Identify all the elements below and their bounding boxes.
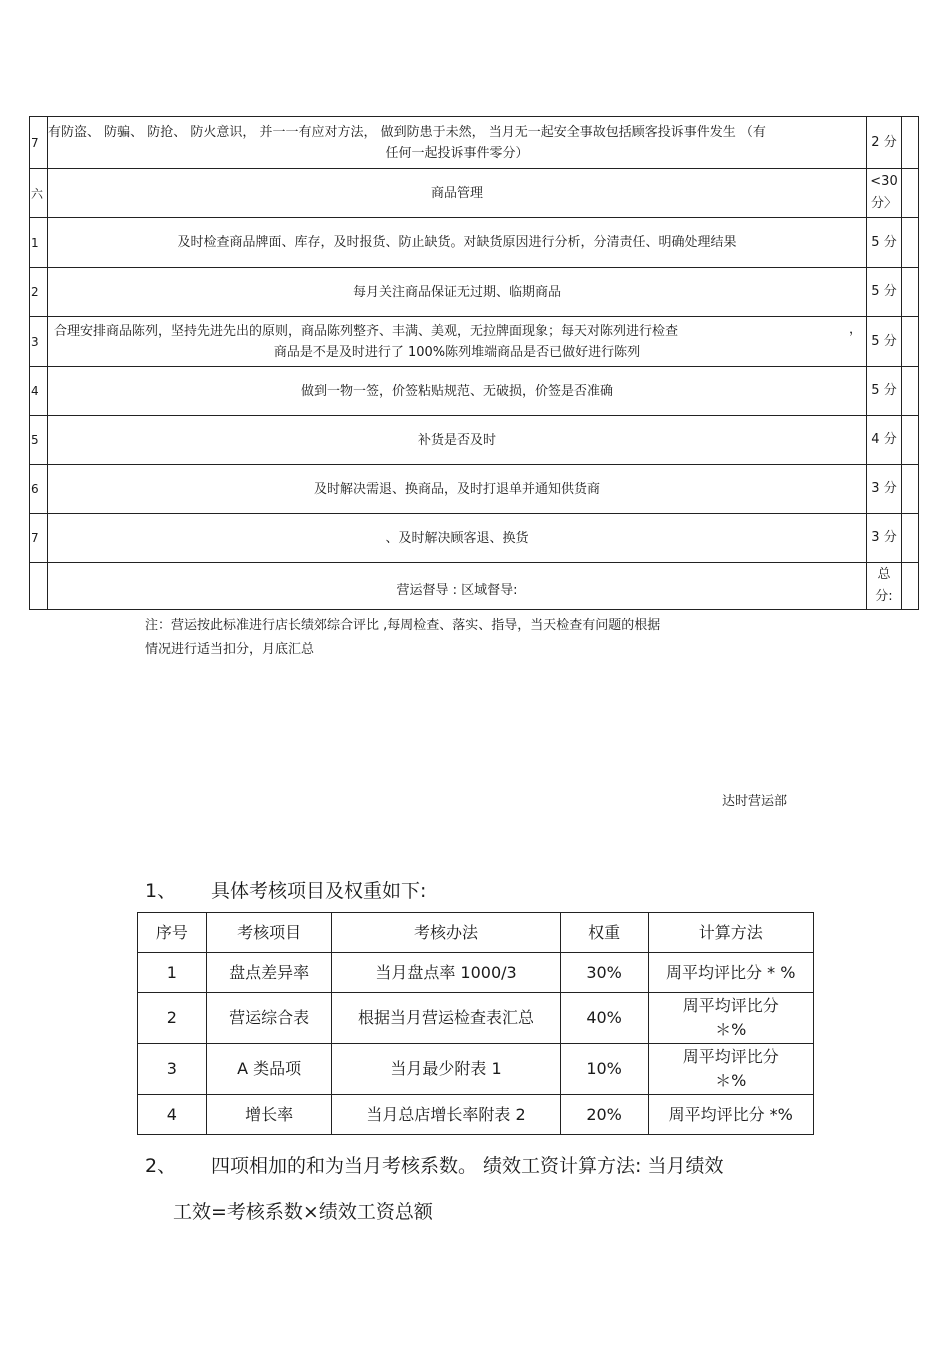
table-header-row [138, 913, 814, 953]
empty-cell [902, 514, 919, 563]
calc-line: 周平均评比分 [682, 996, 779, 1015]
note [145, 614, 660, 662]
row-content [48, 317, 867, 367]
table-row [138, 1095, 814, 1135]
section-2-number: 2、 [145, 1155, 177, 1177]
empty-cell [902, 218, 919, 268]
row-number: 7 [30, 514, 48, 563]
cell-calc [648, 993, 814, 1044]
row-number: 3 [30, 317, 48, 367]
table-row [30, 563, 919, 610]
row-number: 7 [30, 117, 48, 169]
row-score: 2 分 [867, 117, 902, 169]
section-1-title: 具体考核项目及权重如下: [211, 880, 427, 902]
table-row [30, 514, 919, 563]
calc-line: ＊% [715, 1071, 747, 1090]
table-row [30, 465, 919, 514]
row-score [867, 169, 902, 218]
row-number: 六 [30, 169, 48, 218]
calc-line: 周平均评比分 [682, 1047, 779, 1066]
row-score: 5 分 [867, 218, 902, 268]
content-line: 有防盗、 防骗、 防抢、 防火意识， 并一一有应对方法， 做到防患于未然， 当月无一起安全事故包括顾客投诉事件发生 （有 [48, 124, 766, 140]
content-comma: ， [848, 322, 862, 337]
score-line: 总 [877, 567, 891, 582]
cell-no: 2 [138, 993, 207, 1044]
row-content: 、及时解决顾客退、换货 [48, 514, 867, 563]
table-row [30, 416, 919, 465]
table-row [30, 218, 919, 268]
row-content: 及时检查商品牌面、库存，及时报货、防止缺货。对缺货原因进行分析，分清责任、明确处理结果 [48, 218, 867, 268]
row-content: 及时解决需退、换商品，及时打退单并通知供货商 [48, 465, 867, 514]
cell-no: 1 [138, 953, 207, 993]
cell-item: 营运综合表 [206, 993, 332, 1044]
empty-cell [902, 317, 919, 367]
inspection-table [29, 116, 919, 610]
row-number: 5 [30, 416, 48, 465]
empty-cell [902, 268, 919, 317]
cell-method: 根据当月营运检查表汇总 [332, 993, 560, 1044]
table-row [138, 993, 814, 1044]
cell-calc: 周平均评比分 *% [648, 1095, 814, 1135]
assessment-table [137, 912, 814, 1135]
content-line: 商品是不是及时进行了 100%陈列堆端商品是否已做好进行陈列 [273, 344, 641, 360]
row-score [867, 563, 902, 610]
cell-weight: 30% [560, 953, 648, 993]
empty-cell [902, 563, 919, 610]
header-method: 考核办法 [332, 913, 560, 953]
header-no: 序号 [138, 913, 207, 953]
row-number: 1 [30, 218, 48, 268]
row-score: 5 分 [867, 367, 902, 416]
note-line: 情况进行适当扣分，月底汇总 [145, 642, 315, 657]
cell-item: A 类品项 [206, 1044, 332, 1095]
row-number [30, 563, 48, 610]
header-item: 考核项目 [206, 913, 332, 953]
header-calc: 计算方法 [648, 913, 814, 953]
empty-cell [902, 416, 919, 465]
row-score: 5 分 [867, 268, 902, 317]
empty-cell [902, 367, 919, 416]
table-row [138, 953, 814, 993]
row-content: 每月关注商品保证无过期、临期商品 [48, 268, 867, 317]
empty-cell [902, 465, 919, 514]
cell-method: 当月最少附表 1 [332, 1044, 560, 1095]
row-content: 商品管理 [48, 169, 867, 218]
score-line: 分: [875, 589, 893, 604]
signature-label: 营运督导 : 区域督导: [396, 582, 518, 598]
section-1-number: 1、 [145, 880, 177, 902]
cell-item: 增长率 [206, 1095, 332, 1135]
table-row [30, 367, 919, 416]
row-score: 3 分 [867, 465, 902, 514]
cell-no: 3 [138, 1044, 207, 1095]
cell-calc: 周平均评比分 * % [648, 953, 814, 993]
cell-method: 当月盘点率 1000/3 [332, 953, 560, 993]
row-content: 补货是否及时 [48, 416, 867, 465]
header-weight: 权重 [560, 913, 648, 953]
section-2-line: 四项相加的和为当月考核系数。 绩效工资计算方法: 当月绩效 [211, 1155, 724, 1177]
row-score: 5 分 [867, 317, 902, 367]
calc-line: ＊% [715, 1020, 747, 1039]
empty-cell [902, 117, 919, 169]
table-row [30, 169, 919, 218]
row-number: 2 [30, 268, 48, 317]
table-row [30, 117, 919, 169]
row-score: 3 分 [867, 514, 902, 563]
section-2-line: 工效=考核系数×绩效工资总额 [173, 1201, 433, 1223]
cell-method: 当月总店增长率附表 2 [332, 1095, 560, 1135]
row-content [48, 117, 867, 169]
cell-weight: 40% [560, 993, 648, 1044]
table-row [30, 317, 919, 367]
content-line: 任何一起投诉事件零分） [385, 145, 529, 161]
cell-calc [648, 1044, 814, 1095]
table-row [138, 1044, 814, 1095]
content-line: 合理安排商品陈列，坚持先进先出的原则，商品陈列整齐、丰满、美观，无拉牌面现象；每天对陈列进行检查 [54, 323, 679, 339]
cell-no: 4 [138, 1095, 207, 1135]
row-content: 做到一物一签，价签粘贴规范、无破损，价签是否准确 [48, 367, 867, 416]
row-score: 4 分 [867, 416, 902, 465]
department-signature: 达时营运部 [722, 794, 788, 809]
score-line: <30 [870, 174, 898, 189]
cell-item: 盘点差异率 [206, 953, 332, 993]
score-line: 分〉 [870, 196, 897, 211]
note-line: 注：营运按此标准进行店长绩郊综合评比 ,每周检查、落实、指导，当天检查有问题的根据 [145, 618, 661, 633]
row-number: 6 [30, 465, 48, 514]
cell-weight: 10% [560, 1044, 648, 1095]
empty-cell [902, 169, 919, 218]
row-number: 4 [30, 367, 48, 416]
row-content [48, 563, 867, 610]
table-row [30, 268, 919, 317]
cell-weight: 20% [560, 1095, 648, 1135]
